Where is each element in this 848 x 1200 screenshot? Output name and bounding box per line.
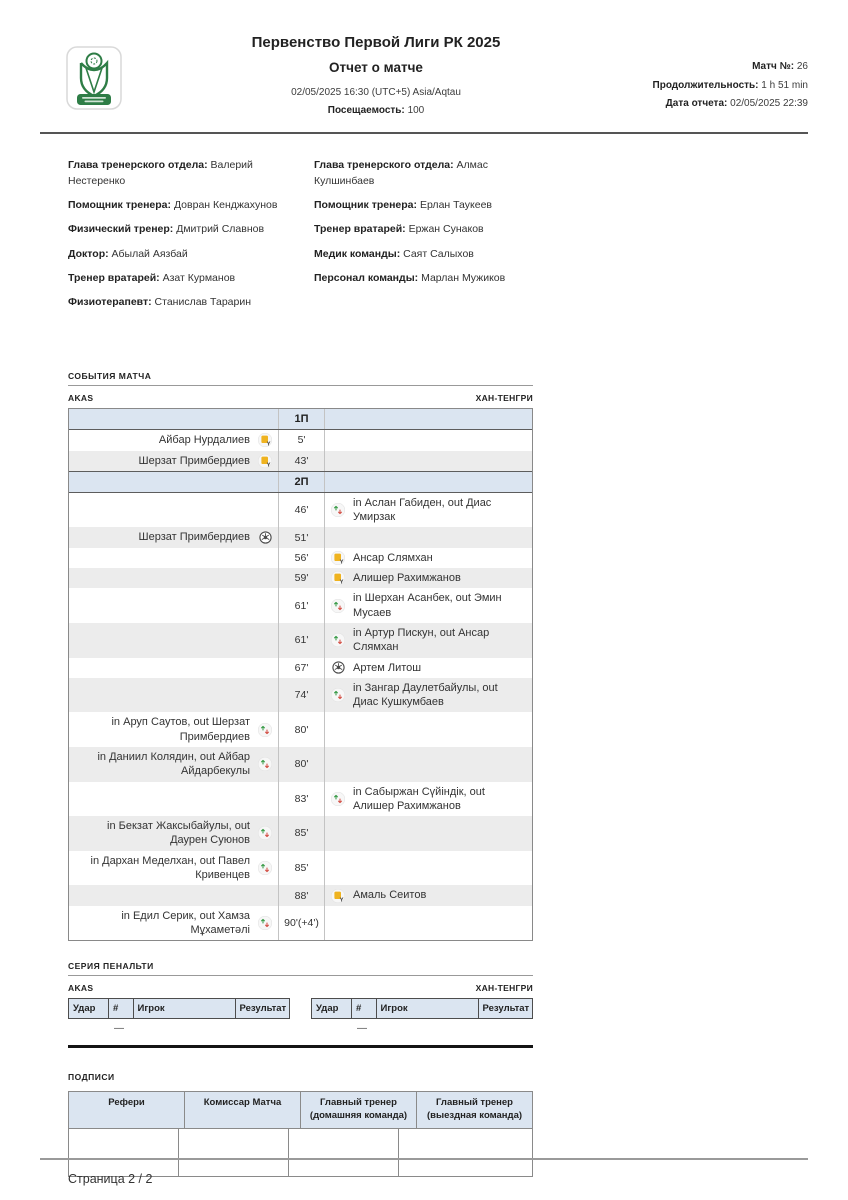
staff-item [314,247,548,263]
event-time: 88' [278,885,324,905]
event-text: in Сабыржан Сүйіндік, out Алишер Рахимжанов [353,785,485,812]
penalties-bottom-rule [68,1045,533,1048]
event-text: Айбар Нурдалиев [158,434,250,447]
event-row [69,588,532,623]
match-datetime [124,84,628,120]
event-row [69,493,532,528]
staff-person-name: Абылай Аязбай [111,247,188,260]
home-event-cell [69,548,278,568]
staff-role-label: Глава тренерского отдела: [68,159,211,171]
home-event-cell [69,472,278,492]
yellow-card-icon [258,433,272,447]
report-subtitle: Отчет о матче [329,60,423,75]
event-row [69,527,532,547]
event-time: 80' [278,712,324,747]
event-icon-wrap [258,454,272,468]
event-icon-wrap [331,599,345,613]
event-icon-wrap [258,723,272,737]
staff-item [68,247,302,263]
footer-divider [40,1158,808,1160]
event-row [69,451,532,471]
event-text: Амаль Сеитов [353,889,427,902]
staff-role-label: Медик команды: [314,247,404,260]
event-row [69,658,532,678]
home-event-cell [69,851,278,886]
event-icon-wrap [331,792,345,806]
event-icon-wrap [331,661,345,674]
event-row [69,623,532,658]
home-event-cell [69,712,278,747]
event-time: 61' [278,623,324,658]
event-text: Шерзат Примбердиев [138,454,250,467]
event-time: 83' [278,782,324,817]
event-time: 67' [278,658,324,678]
event-row [69,568,532,588]
away-penalty-header [311,998,533,1019]
substitution-icon [331,633,345,647]
away-team-name: ХАН-ТЕНГРИ [475,983,533,994]
event-row [69,747,532,782]
event-icon-wrap [258,531,272,544]
penalty-column-header: Удар [73,1003,96,1015]
attendance-label: Посещаемость: [327,105,405,116]
event-text: in Дархан Меделхан, out Павел Кривенцев [90,854,250,882]
signatures-header-row [69,1092,532,1129]
home-staff-column [68,158,302,319]
event-row [69,906,532,941]
report-header [0,0,848,120]
penalties-teams-row [68,983,533,993]
attendance-line [124,102,628,120]
staff-role-label: Доктор: [68,247,112,260]
substitution-icon [331,688,345,702]
staff-role-label: Тренер вратарей: [68,271,163,284]
page-number: Страница 2 / 2 [68,1172,153,1186]
away-event-cell [324,906,525,941]
event-text: Артем Литош [353,661,422,674]
report-date-value: 02/05/2025 22:39 [730,98,808,109]
away-event-cell [324,623,525,658]
staff-item [314,222,548,238]
home-event-cell [69,430,278,450]
away-event-cell [324,658,525,678]
signature-column-header: Комиссар Матча [184,1092,300,1128]
svg-text:Y: Y [266,462,271,468]
staff-role-label: Глава тренерского отдела: [314,159,457,171]
event-row [69,678,532,713]
svg-text:Y: Y [266,441,271,448]
home-penalty-header [68,998,290,1019]
penalties-section [68,961,533,1048]
match-datetime-line: 02/05/2025 16:30 (UTC+5) Asia/Aqtau [291,87,461,98]
event-icon-wrap [331,571,345,585]
yellow-card-icon [331,571,345,585]
staff-person-name: Ерлан Таукеев [419,199,493,211]
away-penalty-empty: — [357,1023,367,1035]
home-event-cell [69,678,278,713]
penalty-column-header: Результат [478,999,532,1018]
staff-person-name: Марлан Мужиков [421,271,506,284]
signature-column-header: Рефери [108,1097,145,1109]
league-logo-icon [66,46,122,110]
event-text: in Артур Пискун, out Ансар Слямхан [353,626,490,654]
penalties-section-rule [68,975,533,976]
home-team-name: AKAS [68,983,94,994]
event-time: 85' [278,816,324,851]
event-text: in Аслан Габиден, out Диас Умирзак [353,496,492,524]
home-event-cell [69,658,278,678]
period-header-row [69,471,532,493]
penalty-column-header: # [108,999,133,1018]
substitution-icon [331,599,345,613]
svg-text:Y: Y [339,579,344,586]
event-time: 5' [278,430,324,450]
event-icon-wrap [258,757,272,771]
event-icon-wrap [331,633,345,647]
home-penalty-table [68,998,290,1034]
event-time: 61' [278,588,324,623]
staff-person-name: Алмас Кулшинбаев [314,159,488,187]
home-event-cell [69,493,278,528]
away-event-cell [324,747,525,782]
staff-role-label: Тренер вратарей: [314,223,409,236]
event-time: 46' [278,493,324,528]
staff-person-name: Довран Кенджахунов [173,199,278,211]
home-event-cell [69,816,278,851]
period-label: 2П [278,472,324,492]
staff-person-name: Ержан Сунаков [408,223,484,236]
event-icon-wrap [331,503,345,517]
goal-icon [332,661,345,674]
penalties-section-title: СЕРИЯ ПЕНАЛЬТИ [68,961,154,972]
events-teams-row [68,393,533,403]
staff-item [68,158,302,190]
event-row [69,851,532,886]
event-text: in Аруп Саутов, out Шерзат Примбердиев [111,716,250,743]
away-event-cell [324,409,525,429]
substitution-icon [258,826,272,840]
svg-text:Y: Y [339,559,344,565]
staff-person-name: Валерий Нестеренко [68,159,253,187]
penalty-column-header: Игрок [133,999,235,1018]
page-title: Первенство Первой Лиги РК 2025 [251,34,501,51]
staff-item [314,158,548,190]
duration-value: 1 h 51 min [761,79,808,91]
attendance-value: 100 [407,105,425,116]
event-time: 51' [278,527,324,547]
event-text: in Бекзат Жаксыбайулы, out Даурен Суюнов [107,820,250,847]
staff-person-name: Станислав Тарарин [154,296,252,308]
penalty-tables [68,998,533,1034]
home-event-cell [69,409,278,429]
away-staff-column [314,158,548,319]
report-date-line [628,95,808,114]
event-icon-wrap [331,551,345,565]
staff-item [68,198,302,214]
event-row [69,548,532,568]
home-event-cell [69,527,278,547]
event-text: Ансар Слямхан [353,551,433,564]
home-event-cell [69,747,278,782]
period-label: 1П [278,409,324,429]
event-icon-wrap [258,826,272,840]
events-table [68,408,533,941]
away-event-cell [324,548,525,568]
away-event-cell [324,885,525,905]
event-time: 43' [278,451,324,471]
home-event-cell [69,885,278,905]
event-text: in Шерхан Асанбек, out Эмин Мусаев [353,592,502,619]
staff-item [314,271,548,287]
away-event-cell [324,678,525,713]
away-event-cell [324,472,525,492]
events-section-title: СОБЫТИЯ МАТЧА [68,371,152,382]
staff-item [68,222,302,238]
home-event-cell [69,568,278,588]
page-footer [0,1158,848,1186]
event-icon-wrap [258,433,272,447]
home-event-cell [69,623,278,658]
event-row [69,712,532,747]
substitution-icon [258,916,272,930]
away-event-cell [324,493,525,528]
svg-text:Y: Y [339,897,344,903]
home-event-cell [69,588,278,623]
substitution-icon [258,757,272,771]
events-section [68,371,533,941]
event-text: in Зангар Даулетбайулы, out Диас Кушкумбаев [353,681,498,709]
away-event-cell [324,588,525,623]
event-text: Шерзат Примбердиев [138,531,250,544]
signature-column-header: Главный тренер (домашняя команда) [300,1092,416,1128]
match-number-value: 26 [796,61,808,72]
report-date-label: Дата отчета: [665,98,728,109]
substitution-icon [258,723,272,737]
duration-line [628,77,808,96]
substitution-icon [258,861,272,875]
event-row [69,816,532,851]
away-event-cell [324,851,525,886]
home-event-cell [69,451,278,471]
event-row [69,430,532,450]
staff-item [68,271,302,287]
goal-icon [259,531,272,544]
event-text: Алишер Рахимжанов [353,572,461,585]
away-event-cell [324,782,525,817]
signatures-section-title: ПОДПИСИ [68,1072,115,1083]
duration-label: Продолжительность: [652,79,759,91]
penalty-column-header: Игрок [376,999,478,1018]
header-center [124,28,628,120]
league-logo [66,28,124,120]
substitution-icon [331,503,345,517]
staff-section [68,158,848,319]
event-time: 85' [278,851,324,886]
event-icon-wrap [258,861,272,875]
event-text: in Даниил Колядин, out Айбар Айдарбекулы [97,751,250,778]
staff-item [314,198,548,214]
match-number-label: Матч №: [752,61,795,72]
home-event-cell [69,906,278,941]
staff-role-label: Помощник тренера: [314,199,420,211]
event-time: 80' [278,747,324,782]
events-section-rule [68,385,533,386]
event-text: in Едил Серик, out Хамза Мұхаметәлі [121,909,250,936]
away-event-cell [324,568,525,588]
event-time: 56' [278,548,324,568]
away-penalty-table [311,998,533,1034]
signature-column-header: Главный тренер (выездная команда) [416,1092,532,1128]
home-team-name: AKAS [68,393,94,404]
penalty-column-header: # [351,999,376,1018]
yellow-card-icon [331,889,345,903]
substitution-icon [331,792,345,806]
away-event-cell [324,816,525,851]
home-penalty-empty: — [114,1023,124,1035]
header-divider [40,132,808,134]
match-number-line [628,58,808,77]
staff-role-label: Физический тренер: [68,223,177,236]
away-event-cell [324,430,525,450]
event-row [69,885,532,905]
staff-person-name: Азат Курманов [162,271,236,284]
staff-role-label: Помощник тренера: [68,199,174,211]
event-time: 90'(+4') [278,906,324,941]
staff-item [68,295,302,311]
event-icon-wrap [331,688,345,702]
home-event-cell [69,782,278,817]
staff-person-name: Саят Салыхов [403,247,474,260]
yellow-card-icon [331,551,345,565]
away-team-name: ХАН-ТЕНГРИ [475,393,533,404]
away-event-cell [324,712,525,747]
period-header-row [69,409,532,430]
penalty-column-header: Результат [235,999,289,1018]
yellow-card-icon [258,454,272,468]
event-time: 59' [278,568,324,588]
away-event-cell [324,451,525,471]
staff-role-label: Персонал команды: [314,271,422,284]
away-event-cell [324,527,525,547]
event-icon-wrap [258,916,272,930]
penalty-column-header: Удар [316,1003,339,1015]
event-row [69,782,532,817]
header-meta [628,28,808,120]
event-time: 74' [278,678,324,713]
event-icon-wrap [331,889,345,903]
staff-role-label: Физиотерапевт: [68,296,155,308]
staff-person-name: Дмитрий Славнов [176,223,265,236]
